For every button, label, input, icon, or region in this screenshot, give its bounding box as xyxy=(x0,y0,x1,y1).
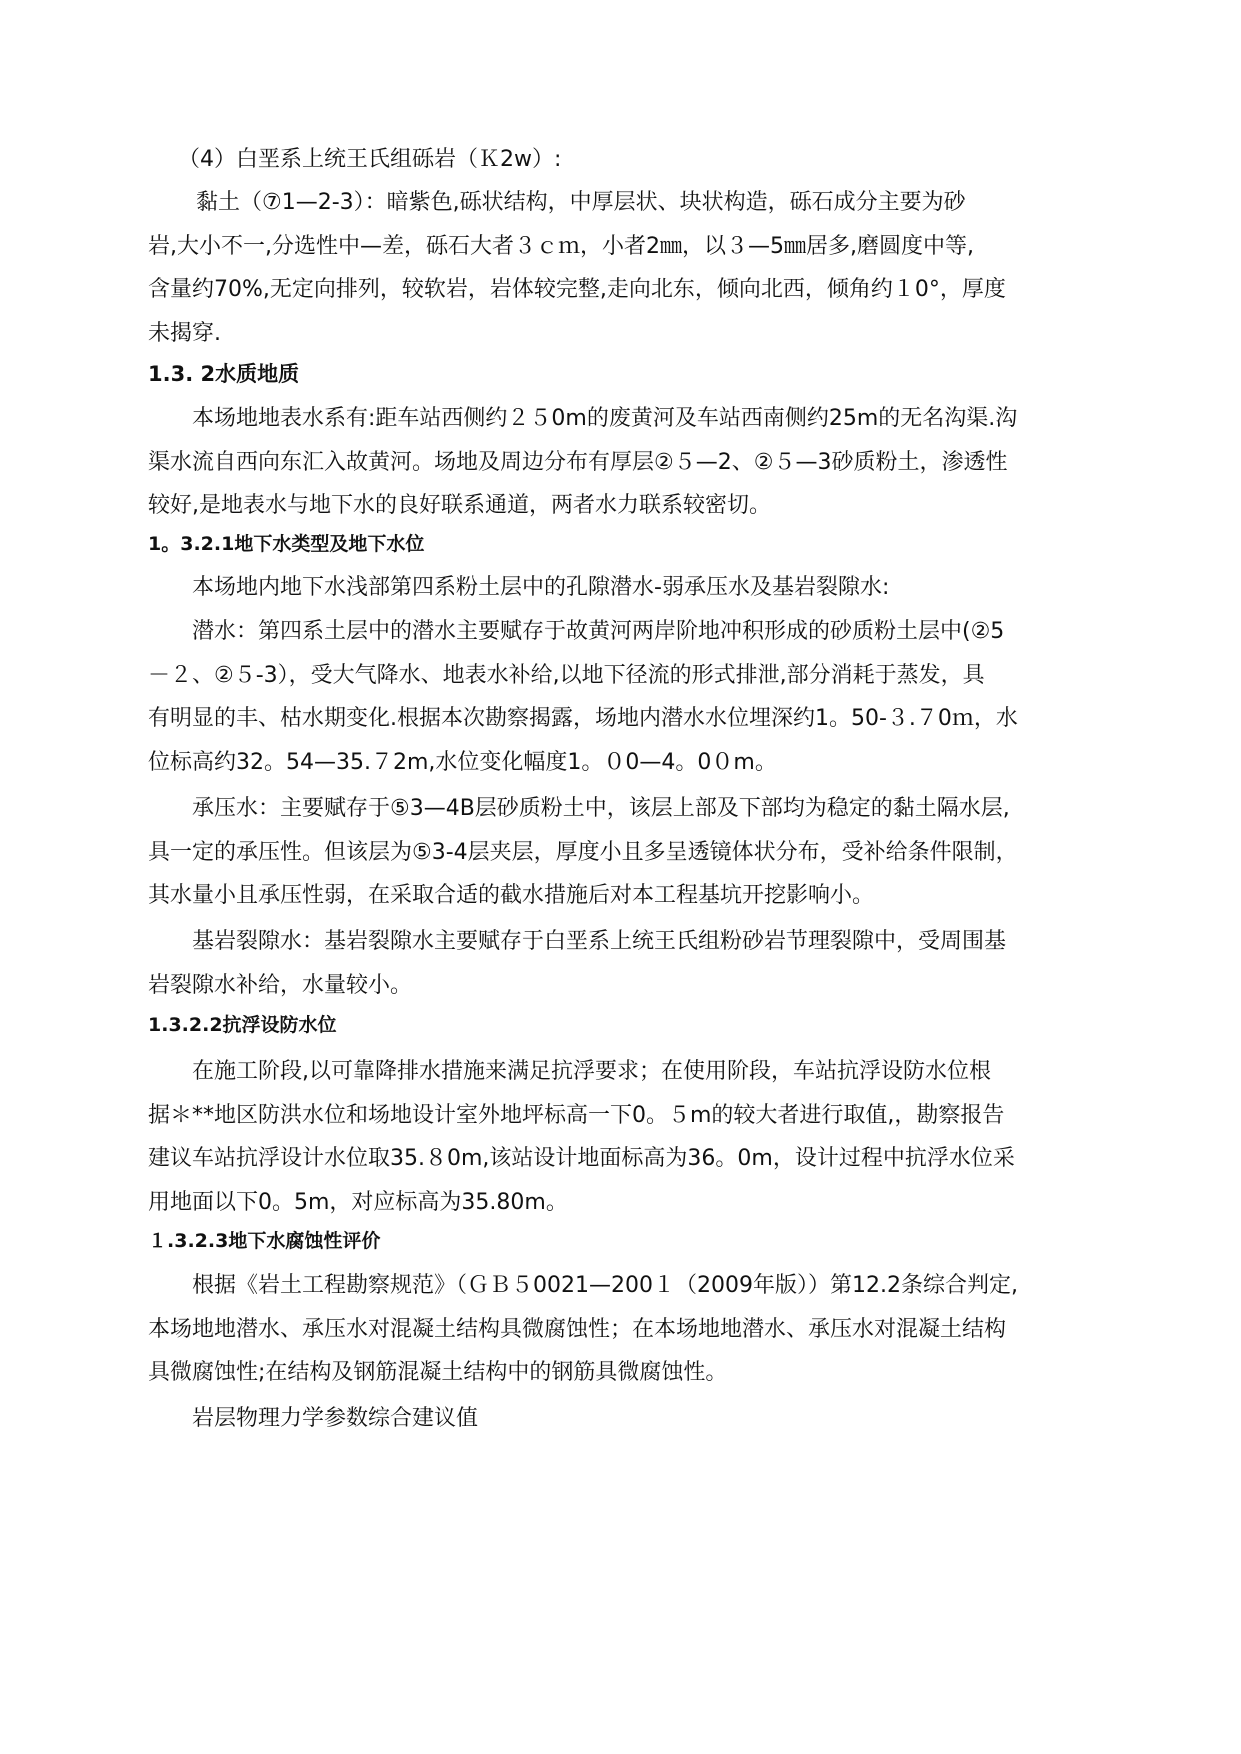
paragraph-confined-water xyxy=(148,787,1118,918)
paragraph-surface-water xyxy=(148,397,1118,528)
paragraph-groundwater-intro xyxy=(148,566,1118,610)
text-line: 有明显的丰、枯水期变化.根据本次勘察揭露，场地内潜水水位埋深约1。50-３.７0ｍ，水 xyxy=(148,706,1018,731)
text-line: 本场地地潜水、承压水对混凝土结构具微腐蚀性；在本场地地潜水、承压水对混凝土结构 xyxy=(148,1316,1007,1342)
text-line: 未揭穿. xyxy=(148,320,221,346)
paragraph-bedrock-fissure-water xyxy=(148,920,1118,1007)
paragraph-phreatic-water xyxy=(148,610,1118,784)
text-line: 本场地地表水系有:距车站西侧约２５0m的废黄河及车站西南侧约25m的无名沟渠.沟 xyxy=(192,406,1018,431)
section-heading-groundwater-type: 1。3.2.1地下水类型及地下水位 xyxy=(148,533,425,555)
text-line: 具一定的承压性。但该层为⑤3-4层夹层，厚度小且多呈透镜体状分布，受补给条件限制， xyxy=(148,839,1018,865)
text-line: 具微腐蚀性;在结构及钢筋混凝土结构中的钢筋具微腐蚀性。 xyxy=(148,1360,728,1385)
text-line: （4）白垩系上统王氏组砾岩（Ｋ2w）: xyxy=(178,147,562,172)
section-heading-anti-floating: 1.3.2.2抗浮设防水位 xyxy=(148,1014,337,1036)
text-line: 根据《岩土工程勘察规范》（ＧＢ５0021—200１（2009年版））第12.2条综合判定, xyxy=(192,1273,1018,1298)
text-line: 岩,大小不一,分选性中—差，砾石大者３ｃｍ，小者2㎜，以３—5㎜居多,磨圆度中等, xyxy=(148,233,974,259)
text-line: 本场地内地下水浅部第四系粉土层中的孔隙潜水-弱承压水及基岩裂隙水: xyxy=(192,575,890,600)
text-line: 承压水：主要赋存于⑤3—4B层砂质粉土中，该层上部及下部均为稳定的黏土隔水层, xyxy=(192,796,1010,821)
text-line: 较好,是地表水与地下水的良好联系通道，两者水力联系较密切。 xyxy=(148,493,771,518)
text-line: 基岩裂隙水：基岩裂隙水主要赋存于白垩系上统王氏组粉砂岩节理裂隙中，受周围基 xyxy=(192,929,1007,954)
text-line: 黏土（⑦1—2-3）：暗紫色,砾状结构，中厚层状、块状构造，砾石成分主要为砂 xyxy=(196,190,966,215)
text-line: 位标高约32。54—35.７2m,水位变化幅度1。０0—4。0０m。 xyxy=(148,749,777,775)
paragraph-k2w-title xyxy=(148,138,1148,182)
text-line: 用地面以下0。5m，对应标高为35.80m。 xyxy=(148,1189,568,1215)
paragraph-anti-floating-level xyxy=(148,1050,1118,1224)
section-heading-corrosivity: １.3.2.3地下水腐蚀性评价 xyxy=(148,1230,381,1252)
text-line: 岩层物理力学参数综合建议值 xyxy=(192,1406,479,1431)
section-heading-water-geology: 1.3. 2水质地质 xyxy=(148,362,300,386)
text-line: 据＊**地区防洪水位和场地设计室外地坪标高一下0。５m的较大者进行取值,，勘察报告 xyxy=(148,1102,1005,1128)
text-line: 在施工阶段,以可靠降排水措施来满足抗浮要求；在使用阶段，车站抗浮设防水位根 xyxy=(192,1059,991,1084)
text-line: 其水量小且承压性弱，在采取合适的截水措施后对本工程基坑开挖影响小。 xyxy=(148,883,875,908)
text-line: 含量约70%,无定向排列，较软岩，岩体较完整,走向北东，倾向北西，倾角约１0°，厚度 xyxy=(148,277,1006,302)
text-line: 建议车站抗浮设计水位取35.８0m,该站设计地面标高为36。0m，设计过程中抗浮水位采 xyxy=(148,1146,1015,1171)
text-line: 岩裂隙水补给，水量较小。 xyxy=(148,972,413,998)
text-line: 渠水流自西向东汇入故黄河。场地及周边分布有厚层②５—2、②５—3砂质粉土，渗透性 xyxy=(148,449,1008,475)
paragraph-corrosivity-evaluation xyxy=(148,1264,1118,1395)
text-line: 潜水：第四系土层中的潜水主要赋存于故黄河两岸阶地冲积形成的砂质粉土层中(②5 xyxy=(192,619,1005,644)
paragraph-rock-parameters xyxy=(148,1397,1118,1441)
paragraph-clay-description xyxy=(148,181,1118,355)
text-line: －２、②５-3），受大气降水、地表水补给,以地下径流的形式排泄,部分消耗于蒸发，具 xyxy=(148,662,985,688)
